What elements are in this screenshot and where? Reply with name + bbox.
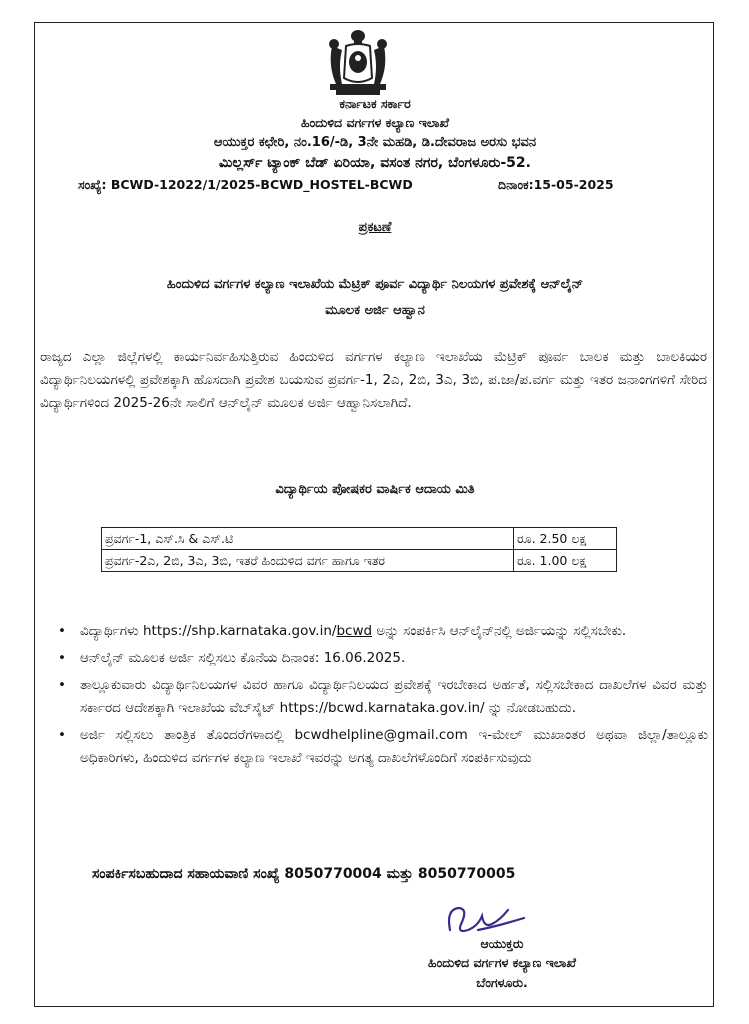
income-category-cell: ಪ್ರವರ್ಗ-1, ಎಸ್.ಸಿ & ಎಸ್.ಟಿ	[102, 528, 514, 550]
point-1-suffix: ಅನ್ನು ಸಂಪರ್ಕಿಸಿ ಆನ್‌ಲೈನ್‌ನಲ್ಲಿ ಅರ್ಜಿಯನ್ನು ಸಲ್ಲಿಸಬೇಕು.	[372, 623, 627, 639]
bullet-icon: •	[58, 650, 66, 666]
helpline-numbers: ಸಂಪರ್ಕಿಸಬಹುದಾದ ಸಹಾಯವಾಣಿ ಸಂಖ್ಯೆ 8050770004 ಮತ್ತು 8050770005	[92, 866, 516, 882]
signatory-department: ಹಿಂದುಳಿದ ವರ್ಗಗಳ ಕಲ್ಯಾಣ ಇಲಾಖೆ	[428, 955, 576, 970]
list-item	[58, 674, 708, 720]
income-limit-cell: ರೂ. 1.00 ಲಕ್ಷ	[514, 550, 617, 572]
karnataka-emblem-icon	[318, 26, 398, 98]
bullet-icon: •	[58, 727, 66, 743]
income-category-cell: ಪ್ರವರ್ಗ-2ಎ, 2ಬಿ, 3ಎ, 3ಬಿ, ಇತರೆ ಹಿಂದುಳಿದ ವರ್ಗ ಹಾಗೂ ಇತರ	[102, 550, 514, 572]
body-paragraph: ರಾಜ್ಯದ ಎಲ್ಲಾ ಜಿಲ್ಲೆಗಳಲ್ಲಿ ಕಾರ್ಯನಿರ್ವಹಿಸುತ್ತಿರುವ ಹಿಂದುಳಿದ ವರ್ಗಗಳ ಕಲ್ಯಾಣ ಇಲಾಖೆಯ ಮೆಟ್ರಿಕ್ ಪೂರ್ವ ಬಾಲಕ ಮತ್ತು ಬಾಲಕಿಯರ ವಿದ್ಯಾರ್ಥಿನಿಲಯಗಳಲ್ಲಿ ಪ್ರವೇಶಕ್ಕಾಗಿ ಹೊಸದಾಗಿ ಪ್ರವೇಶ ಬಯಸುವ ಪ್ರವರ್ಗ-1, 2ಎ, 2ಬಿ, 3ಎ, 3ಬಿ, ಪ.ಜಾ/ಪ.ವರ್ಗ ಮತ್ತು ಇತರ ಜನಾಂಗಗಳಿಗೆ ಸೇರಿದ ವಿದ್ಯಾರ್ಥಿಗಳಿಂದ 2025-26ನೇ ಸಾಲಿಗೆ ಆನ್‌ಲೈನ್ ಮೂಲಕ ಅರ್ಜಿ ಆಹ್ವಾನಿಸಲಾಗಿದೆ.	[40, 349, 707, 411]
notice-subject	[55, 272, 695, 324]
income-limit-table	[101, 527, 617, 572]
list-item	[58, 724, 708, 770]
reference-number: ಸಂಖ್ಯೆ: BCWD-12022/1/2025-BCWD_HOSTEL-BCWD	[78, 177, 413, 192]
signatory-title: ಆಯುಕ್ತರು	[480, 936, 524, 951]
income-limit-cell: ರೂ. 2.50 ಲಕ್ಷ	[514, 528, 617, 550]
list-item	[58, 620, 708, 643]
street-address: ಮಿಲ್ಲರ್ಸ್ ಟ್ಯಾಂಕ್ ಬೆಡ್ ಏರಿಯಾ, ವಸಂತ ನಗರ, ಬೆಂಗಳೂರು-52.	[219, 155, 531, 171]
point-3-text: ತಾಲ್ಲೂಕುವಾರು ವಿದ್ಯಾರ್ಥಿನಿಲಯಗಳ ವಿವರ ಹಾಗೂ ವಿದ್ಯಾರ್ಥಿನಿಲಯದ ಪ್ರವೇಶಕ್ಕೆ ಇರಬೇಕಾದ ಅರ್ಹತೆ, ಸಲ್ಲಿಸಬೇಕಾದ ದಾಖಲೆಗಳ ವಿವರ ಮತ್ತು ಸರ್ಕಾರದ ಆದೇಶಕ್ಕಾಗಿ ಇಲಾಖೆಯ ವೆಬ್‌ಸೈಟ್ https://bcwd.karnataka.gov.in/ ನ್ನು ನೋಡಬಹುದು.	[80, 677, 708, 716]
signatory-city: ಬೆಂಗಳೂರು.	[476, 975, 528, 990]
table-row	[102, 550, 617, 572]
portal-link[interactable]: bcwd	[336, 623, 373, 639]
instruction-list	[58, 620, 708, 774]
notice-date: ದಿನಾಂಕ:15-05-2025	[498, 177, 614, 192]
point-1-prefix: ವಿದ್ಯಾರ್ಥಿಗಳು https://shp.karnataka.gov.in/	[80, 623, 337, 639]
department-name: ಹಿಂದುಳಿದ ವರ್ಗಗಳ ಕಲ್ಯಾಣ ಇಲಾಖೆ	[301, 115, 449, 130]
point-4-text: ಅರ್ಜಿ ಸಲ್ಲಿಸಲು ತಾಂತ್ರಿಕ ತೊಂದರೆಗಳಾದಲ್ಲಿ bcwdhelpline@gmail.com ಇ-ಮೇಲ್ ಮುಖಾಂತರ ಅಥವಾ ಜಿಲ್ಲಾ/ತಾಲ್ಲೂಕು ಅಧಿಕಾರಿಗಳು, ಹಿಂದುಳಿದ ವರ್ಗಗಳ ಕಲ್ಯಾಣ ಇಲಾಖೆ ಇವರನ್ನು ಅಗತ್ಯ ದಾಖಲೆಗಳೊಂದಿಗೆ ಸಂಪರ್ಕಿಸುವುದು	[80, 727, 708, 766]
point-2-text: ಆನ್‌ಲೈನ್ ಮೂಲಕ ಅರ್ಜಿ ಸಲ್ಲಿಸಲು ಕೊನೆಯ ದಿನಾಂಕ: 16.06.2025.	[80, 650, 406, 666]
list-item	[58, 647, 708, 670]
subject-line-1: ಹಿಂದುಳಿದ ವರ್ಗಗಳ ಕಲ್ಯಾಣ ಇಲಾಖೆಯ ಮೆಟ್ರಿಕ್ ಪೂರ್ವ ವಿದ್ಯಾರ್ಥಿ ನಿಲಯಗಳ ಪ್ರವೇಶಕ್ಕೆ ಆನ್‌ಲೈನ್	[166, 277, 584, 292]
subject-line-2: ಮೂಲಕ ಅರ್ಜಿ ಆಹ್ವಾನ	[325, 303, 425, 318]
income-limit-title: ವಿದ್ಯಾರ್ಥಿಯ ಪೋಷಕರ ವಾರ್ಷಿಕ ಆದಾಯ ಮಿತಿ	[275, 482, 475, 497]
government-name: ಕರ್ನಾಟಕ ಸರ್ಕಾರ	[339, 96, 411, 111]
bullet-icon: •	[58, 623, 66, 639]
office-address: ಆಯುಕ್ತರ ಕಛೇರಿ, ನಂ.16/-ಡಿ, 3ನೇ ಮಹಡಿ, ಡಿ.ದೇವರಾಜ ಅರಸು ಭವನ	[213, 135, 537, 150]
bullet-icon: •	[58, 677, 66, 693]
table-row	[102, 528, 617, 550]
notice-title: ಪ್ರಕಟಣೆ	[358, 220, 392, 235]
reference-row	[78, 177, 668, 193]
